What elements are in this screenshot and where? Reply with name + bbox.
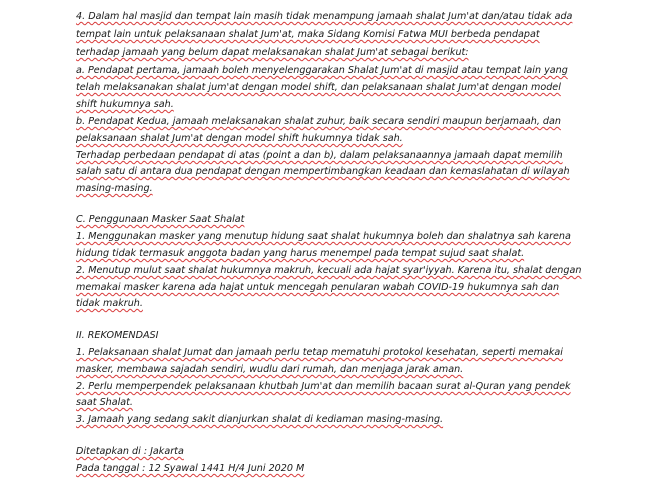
text-line: pelaksanaan shalat Jum'at dengan model shift hukumnya tidak sah. — [76, 133, 403, 144]
text-line: a. Pendapat pertama, jamaah boleh menyelenggarakan Shalat Jum'at di masjid atau tempat lain yang — [76, 65, 568, 76]
text-line: 3. Jamaah yang sedang sakit dianjurkan shalat di kediaman masing-masing. — [76, 414, 444, 425]
text-line: saat Shalat. — [76, 397, 133, 408]
text-line: masker, membawa sajadah sendiri, wudlu dari rumah, dan menjaga jarak aman. — [76, 364, 464, 375]
section-heading: II. REKOMENDASI — [76, 330, 159, 341]
text-line: salah satu di antara dua pendapat dengan mempertimbangkan keadaan dan kemaslahatan di wilayah — [76, 166, 570, 177]
signature-date: Pada tanggal : 12 Syawal 1441 H/4 Juni 2020 M — [76, 463, 305, 474]
signature-place: Ditetapkan di : Jakarta — [76, 446, 184, 457]
section-heading: C. Penggunaan Masker Saat Shalat — [76, 214, 245, 225]
text-line: tempat lain untuk pelaksanaan shalat Jum'at, maka Sidang Komisi Fatwa MUI berbeda pendapat — [76, 29, 540, 40]
text-line: memakai masker karena ada hajat untuk mencegah penularan wabah COVID-19 hukumnya sah dan — [76, 282, 560, 293]
text-line: 1. Pelaksanaan shalat Jumat dan jamaah perlu tetap mematuhi protokol kesehatan, seperti memakai — [76, 347, 563, 358]
text-line: hidung tidak termasuk anggota badan yang harus menempel pada tempat sujud saat shalat. — [76, 248, 525, 259]
text-line: shift hukumnya sah. — [76, 99, 174, 110]
text-line: masing-masing. — [76, 183, 153, 194]
text-line: b. Pendapat Kedua, jamaah melaksanakan shalat zuhur, baik secara sendiri maupun berjamaah, dan — [76, 116, 561, 127]
text-line: 1. Menggunakan masker yang menutup hidung saat shalat hukumnya boleh dan shalatnya sah karena — [76, 231, 571, 242]
text-line: Terhadap perbedaan pendapat di atas (point a dan b), dalam pelaksanaannya jamaah dapat memilih — [76, 150, 563, 161]
text-line: tidak makruh. — [76, 298, 143, 309]
text-line: 2. Perlu memperpendek pelaksanaan khutbah Jum'at dan memilih bacaan surat al-Quran yang pendek — [76, 381, 571, 392]
text-line: telah melaksanakan shalat jum'at dengan model shift, dan pelaksanaan shalat Jum'at dengan model — [76, 82, 561, 93]
text-line: 4. Dalam hal masjid dan tempat lain masih tidak menampung jamaah shalat Jum'at dan/atau tidak ada — [76, 11, 573, 22]
text-line: 2. Menutup mulut saat shalat hukumnya makruh, kecuali ada hajat syar'iyyah. Karena itu, shalat dengan — [76, 265, 582, 276]
text-line: terhadap jamaah yang belum dapat melaksanakan shalat Jum'at sebagai berikut: — [76, 47, 469, 58]
